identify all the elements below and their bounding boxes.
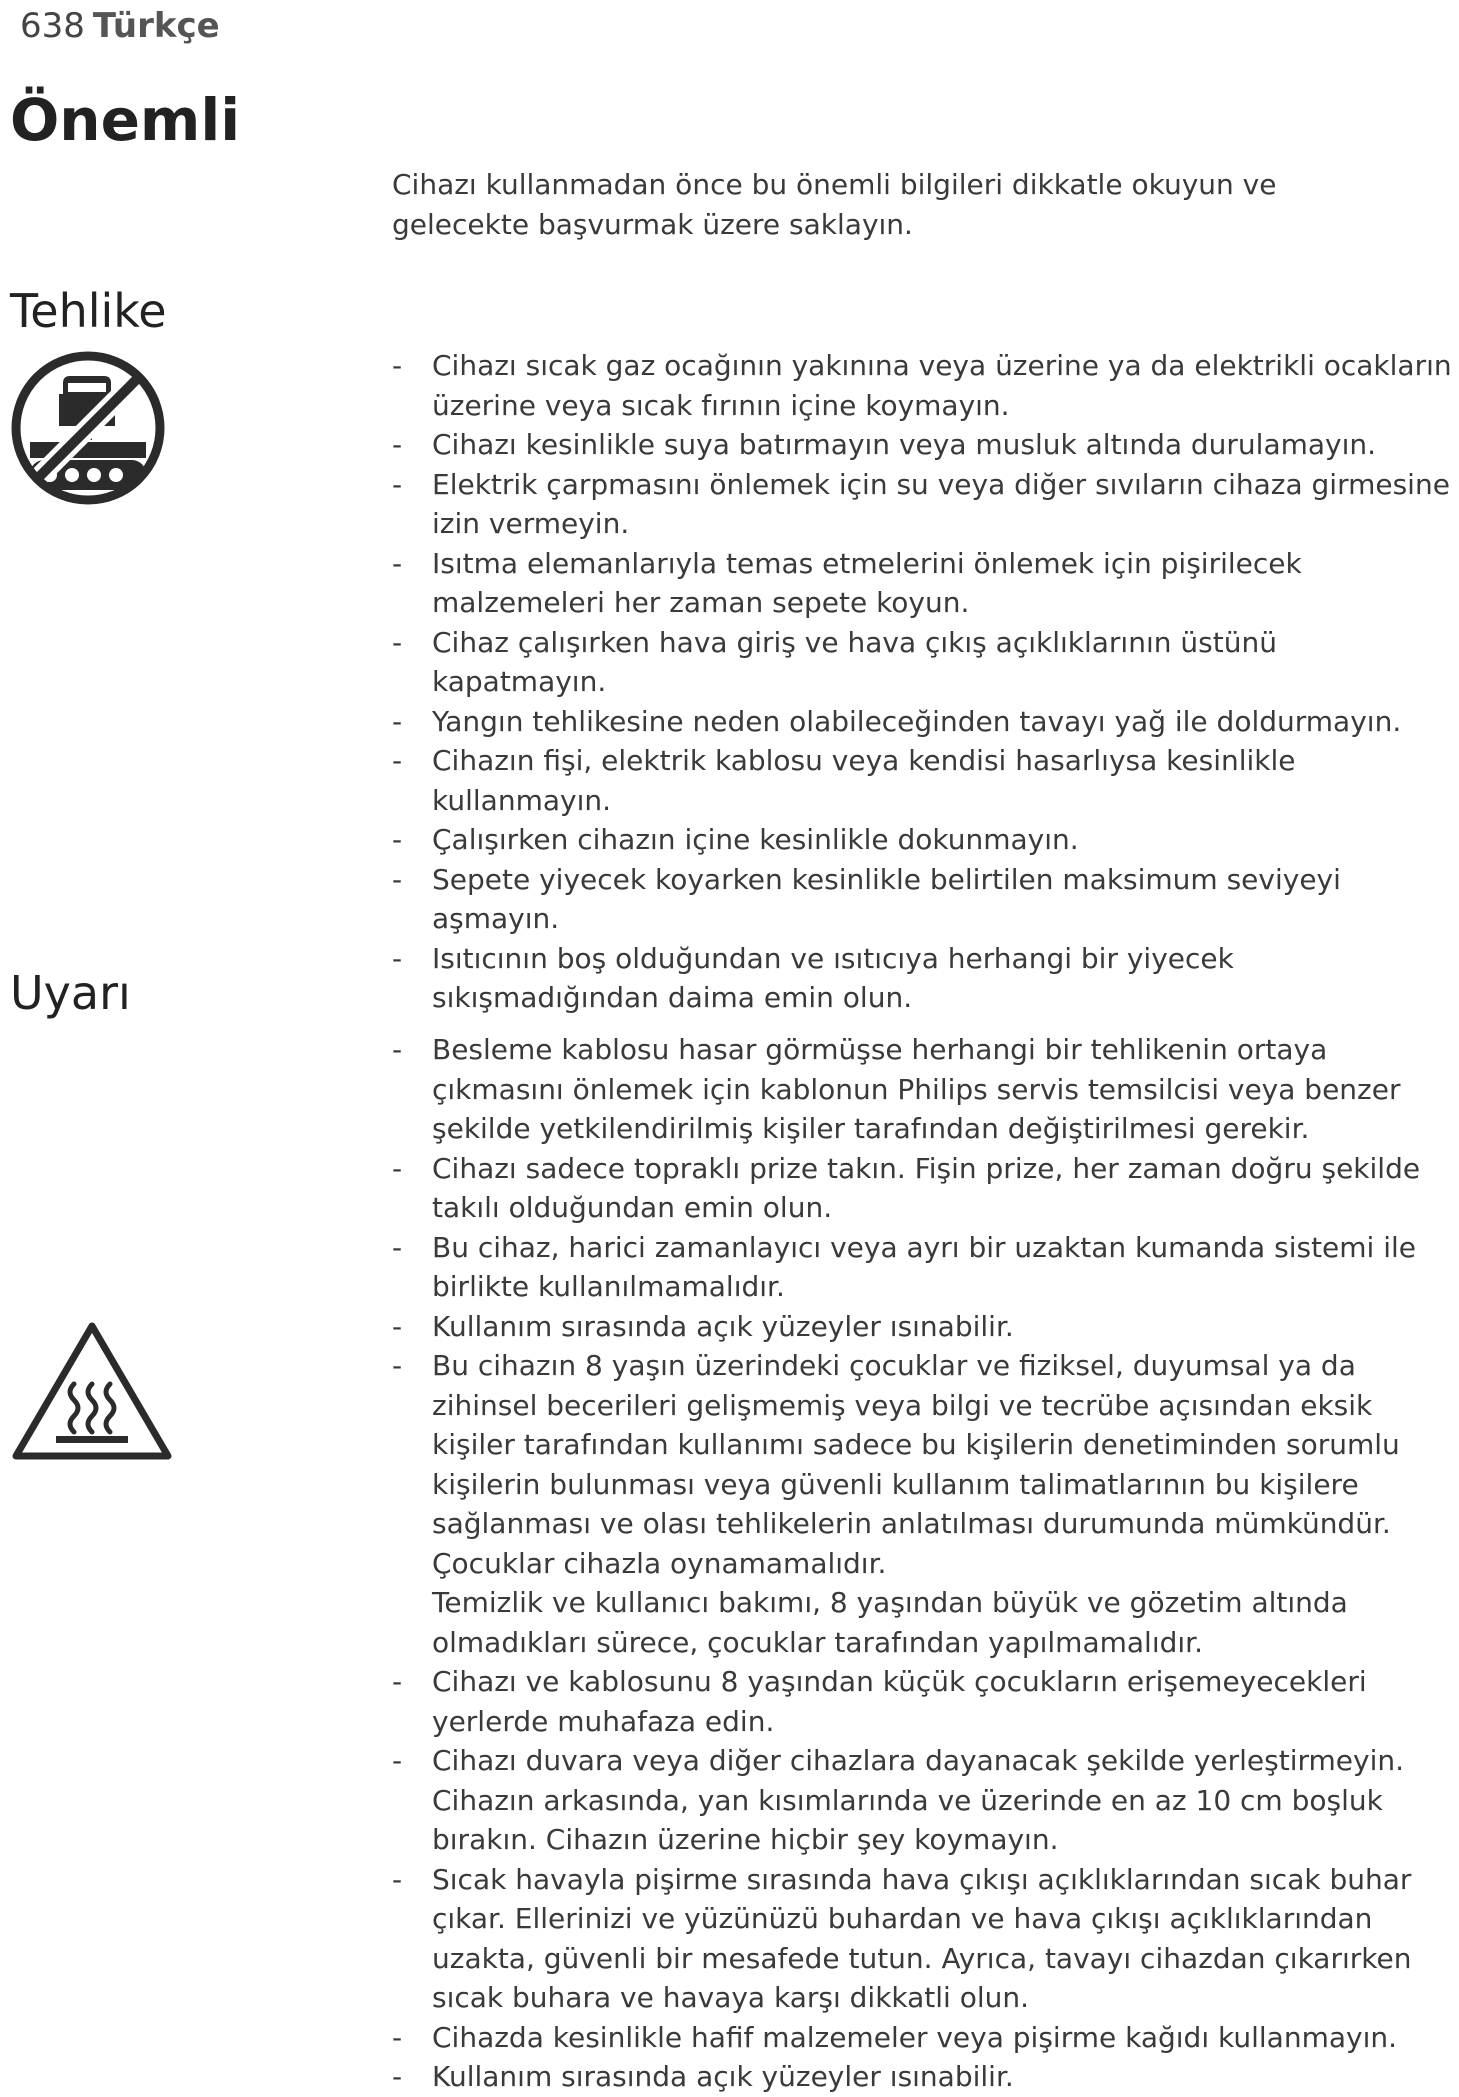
- list-item: - Kullanım sırasında açık yüzeyler ısınabilir.: [392, 1309, 1014, 1343]
- list-item: - Cihazı duvara veya diğer cihazlara dayanacak şekilde yerleştirmeyin. Cihazın arkasında, yan kısımlarında ve üzerinde en az 10 cm boşluk bırakın. Cihazın üzerine hiçbir şey koymayın.: [392, 1744, 1405, 1856]
- list-item: - Bu cihaz, harici zamanlayıcı veya ayrı bir uzaktan kumanda sistemi ile birlikte kullanılmamalıdır.: [392, 1230, 1417, 1303]
- page-number: 638: [20, 6, 85, 46]
- list-item: - Cihazın fişi, elektrik kablosu veya kendisi hasarlıysa kesinlikle kullanmayın.: [392, 744, 1296, 817]
- list-item: - Cihazda kesinlikle hafif malzemeler veya pişirme kağıdı kullanmayın.: [392, 2020, 1398, 2054]
- list-item: - Çalışırken cihazın içine kesinlikle dokunmayın.: [392, 823, 1079, 856]
- list-item: - Cihazı sıcak gaz ocağının yakınına veya üzerine ya da elektrikli ocakların üzerine veya sıcak fırının içine koymayın.: [392, 349, 1452, 422]
- list-item: - Cihazı ve kablosunu 8 yaşından küçük çocukların erişemeyecekleri yerlerde muhafaza edin.: [392, 1665, 1367, 1738]
- list-item: - Sıcak havayla pişirme sırasında hava çıkışı açıklıklarından sıcak buhar çıkar. Ellerinizi ve yüzünüzü buhardan ve hava çıkışı açıklıklarından uzakta, güvenli bir mesafede tutun. Ayrıca, tavayı cihazdan çıkarırken sıcak buhara ve havaya karşı dikkatli olun.: [392, 1862, 1412, 2014]
- danger-heading: Tehlike: [10, 284, 167, 338]
- page-header: [20, 6, 220, 46]
- list-item: - Cihazı sadece topraklı prize takın. Fişin prize, her zaman doğru şekilde takılı olduğundan emin olun.: [392, 1151, 1421, 1224]
- hot-surface-warning-icon: [10, 1318, 174, 1462]
- list-item: - Kullanım sırasında açık yüzeyler ısınabilir.: [392, 2060, 1014, 2093]
- important-intro: Cihazı kullanmadan önce bu önemli bilgileri dikkatle okuyun ve gelecekte başvurmak üzere saklayın.: [392, 168, 1277, 241]
- list-item: - Cihaz çalışırken hava giriş ve hava çıkış açıklıklarının üstünü kapatmayın.: [392, 625, 1277, 698]
- no-hotplate-icon: [10, 350, 166, 506]
- list-item: - Isıtma elemanlarıyla temas etmelerini önlemek için pişirilecek malzemeleri her zaman sepete koyun.: [392, 546, 1302, 619]
- language-label: Türkçe: [92, 6, 220, 46]
- warning-list: [392, 1030, 1454, 2097]
- list-item: - Sepete yiyecek koyarken kesinlikle belirtilen maksimum seviyeyi aşmayın.: [392, 862, 1341, 935]
- warning-heading: Uyarı: [10, 966, 131, 1020]
- list-item: - Bu cihazın 8 yaşın üzerindeki çocuklar ve fiziksel, duyumsal ya da zihinsel becerileri gelişmemiş veya bilgi ve tecrübe açısından eksik kişiler tarafından kullanımı sadece bu kişilerin denetiminden sorumlu kişilerin bulunması veya güvenli kullanım talimatlarının bu kişilere sağlanması ve olası tehlikelerin anlatılması durumunda mümkündür. Çocuklar cihazla oynamamalıdır. Temizlik ve kullanıcı bakımı, 8 yaşından büyük ve gözetim altında olmadıkları sürece, çocuklar tarafından yapılmamalıdır.: [392, 1349, 1400, 1659]
- list-item: - Isıtıcının boş olduğundan ve ısıtıcıya herhangi bir yiyecek sıkışmadığından daima emin olun.: [392, 941, 1234, 1014]
- list-item: - Besleme kablosu hasar görmüşse herhangi bir tehlikenin ortaya çıkmasını önlemek için kablonun Philips servis temsilcisi veya benzer şekilde yetkilendirilmiş kişiler tarafından değiştirilmesi gerekir.: [392, 1033, 1401, 1145]
- list-item: - Elektrik çarpmasını önlemek için su veya diğer sıvıların cihaza girmesine izin vermeyin.: [392, 467, 1450, 540]
- danger-list: [392, 346, 1454, 1018]
- list-item: - Yangın tehlikesine neden olabileceğinden tavayı yağ ile doldurmayın.: [392, 704, 1402, 738]
- important-heading: Önemli: [10, 86, 241, 154]
- list-item: - Cihazı kesinlikle suya batırmayın veya musluk altında durulamayın.: [392, 428, 1377, 461]
